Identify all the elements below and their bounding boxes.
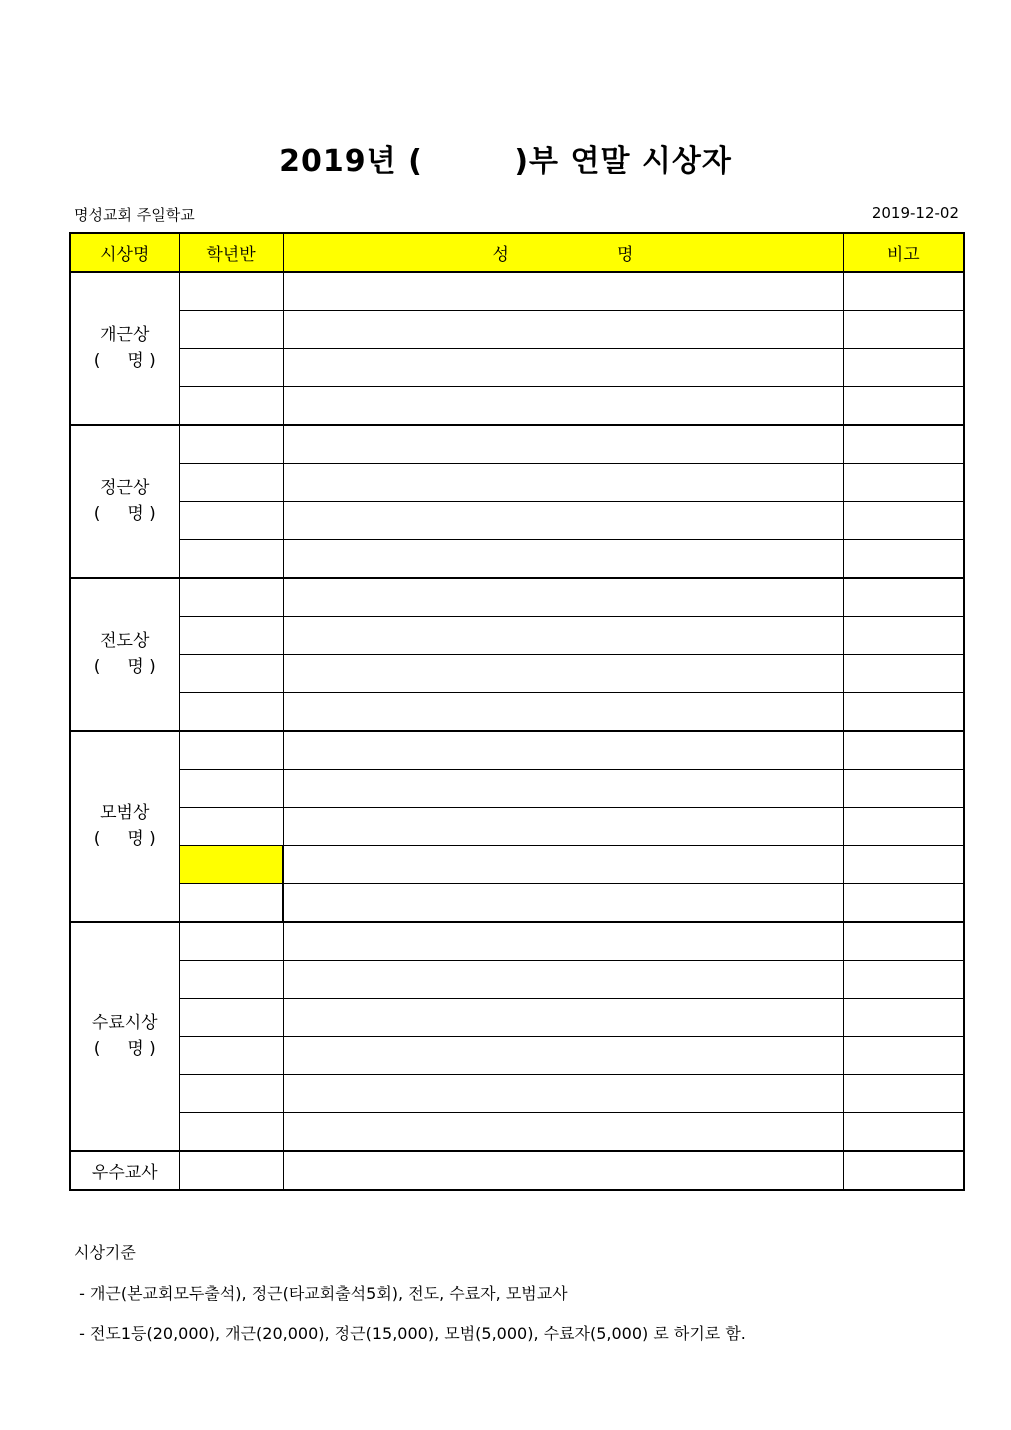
name-cell[interactable] [283,617,843,655]
name-cell[interactable] [283,884,843,923]
table-header-row [70,233,964,272]
table-row [70,540,964,579]
document-title: 2019년 ( )부 연말 시상자 [279,144,732,179]
award-criteria [74,1240,746,1361]
table-row [70,502,964,540]
grade-cell[interactable] [179,655,283,693]
grade-cell[interactable] [179,808,283,846]
grade-cell[interactable] [179,922,283,961]
name-cell[interactable] [283,655,843,693]
remarks-cell[interactable] [843,311,964,349]
award-category-name: 모범상 [100,803,150,823]
name-cell[interactable] [283,578,843,617]
name-cell[interactable] [283,731,843,770]
award-count-label: ( 명 ) [93,656,156,677]
remarks-cell[interactable] [843,999,964,1037]
award-category-cell [70,578,179,731]
award-category-name: 우수교사 [70,1151,179,1190]
remarks-cell[interactable] [843,1075,964,1113]
award-group-diligence [70,425,964,578]
name-cell[interactable] [283,1075,843,1113]
table-row [70,272,964,311]
remarks-cell[interactable] [843,578,964,617]
grade-cell[interactable] [179,1075,283,1113]
remarks-cell[interactable] [843,502,964,540]
award-group-completion [70,922,964,1151]
remarks-cell[interactable] [843,464,964,502]
award-category-name: 개근상 [100,325,150,345]
award-count-label: ( 명 ) [93,503,156,524]
table-row [70,693,964,732]
award-group-model [70,731,964,922]
remarks-cell[interactable] [843,655,964,693]
table-row [70,655,964,693]
remarks-cell[interactable] [843,617,964,655]
table-row [70,808,964,846]
grade-cell-highlighted[interactable] [179,846,283,884]
table-row [70,1075,964,1113]
remarks-cell[interactable] [843,922,964,961]
awards-table [69,232,965,1191]
table-row [70,387,964,426]
table-row [70,884,964,923]
grade-cell[interactable] [179,884,283,923]
name-cell[interactable] [283,540,843,579]
remarks-cell[interactable] [843,693,964,732]
remarks-cell[interactable] [843,1113,964,1152]
grade-cell[interactable] [179,1151,283,1190]
remarks-cell[interactable] [843,387,964,426]
table-row [70,770,964,808]
header-grade-class: 학년반 [179,233,283,272]
name-cell[interactable] [283,387,843,426]
award-category-name: 정근상 [100,478,150,498]
name-cell[interactable] [283,770,843,808]
award-group-teacher [70,1151,964,1190]
name-cell[interactable] [283,846,843,884]
remarks-cell[interactable] [843,808,964,846]
grade-cell[interactable] [179,578,283,617]
grade-cell[interactable] [179,617,283,655]
table-row [70,311,964,349]
table-row [70,464,964,502]
award-count-label: ( 명 ) [93,828,156,849]
award-count-label: ( 명 ) [93,1038,156,1059]
grade-cell[interactable] [179,502,283,540]
organization-label: 명성교회 주일학교 [74,206,195,224]
remarks-cell[interactable] [843,884,964,923]
table-row [70,922,964,961]
table-row [70,578,964,617]
grade-cell[interactable] [179,311,283,349]
name-cell[interactable] [283,808,843,846]
remarks-cell[interactable] [843,1037,964,1075]
name-cell[interactable] [283,349,843,387]
document-date: 2019-12-02 [871,204,959,222]
name-cell[interactable] [283,1113,843,1152]
grade-cell[interactable] [179,693,283,732]
criteria-heading: 시상기준 [74,1243,136,1262]
award-category-cell [70,731,179,922]
table-row [70,999,964,1037]
name-cell[interactable] [283,1037,843,1075]
table-row [70,617,964,655]
grade-cell[interactable] [179,387,283,426]
name-cell[interactable] [283,922,843,961]
grade-cell[interactable] [179,425,283,464]
grade-cell[interactable] [179,464,283,502]
name-cell[interactable] [283,464,843,502]
criteria-line: - 개근(본교회모두출석), 정근(타교회출석5회), 전도, 수료자, 모범교사 [74,1284,568,1303]
grade-cell[interactable] [179,1113,283,1152]
award-category-cell [70,425,179,578]
award-category-name: 수료시상 [91,1013,158,1033]
name-cell[interactable] [283,693,843,732]
remarks-cell[interactable] [843,272,964,311]
grade-cell[interactable] [179,1037,283,1075]
award-category-name: 전도상 [100,631,150,651]
grade-cell[interactable] [179,770,283,808]
criteria-line: - 전도1등(20,000), 개근(20,000), 정근(15,000), 모범(5,000), 수료자(5,000) 로 하기로 함. [74,1324,746,1343]
table-row [70,349,964,387]
name-cell[interactable] [283,425,843,464]
name-cell[interactable] [283,272,843,311]
grade-cell[interactable] [179,349,283,387]
table-row [70,1037,964,1075]
name-cell[interactable] [283,311,843,349]
remarks-cell[interactable] [843,770,964,808]
remarks-cell[interactable] [843,1151,964,1190]
table-row [70,1113,964,1152]
table-row [70,1151,964,1190]
remarks-cell[interactable] [843,961,964,999]
remarks-cell[interactable] [843,349,964,387]
grade-cell[interactable] [179,272,283,311]
table-row [70,425,964,464]
award-group-evangelism [70,578,964,731]
header-name: 성 명 [283,233,843,272]
remarks-cell[interactable] [843,425,964,464]
award-count-label: ( 명 ) [93,350,156,371]
name-cell[interactable] [283,999,843,1037]
award-category-cell [70,922,179,1151]
table-row [70,846,964,884]
award-category-cell [70,272,179,425]
grade-cell[interactable] [179,999,283,1037]
name-cell[interactable] [283,502,843,540]
grade-cell[interactable] [179,961,283,999]
award-group-attendance [70,272,964,425]
remarks-cell[interactable] [843,540,964,579]
table-row [70,731,964,770]
name-cell[interactable] [283,961,843,999]
name-cell[interactable] [283,1151,843,1190]
table-row [70,961,964,999]
remarks-cell[interactable] [843,846,964,884]
header-remarks: 비고 [843,233,964,272]
grade-cell[interactable] [179,540,283,579]
remarks-cell[interactable] [843,731,964,770]
header-award-name: 시상명 [70,233,179,272]
grade-cell[interactable] [179,731,283,770]
